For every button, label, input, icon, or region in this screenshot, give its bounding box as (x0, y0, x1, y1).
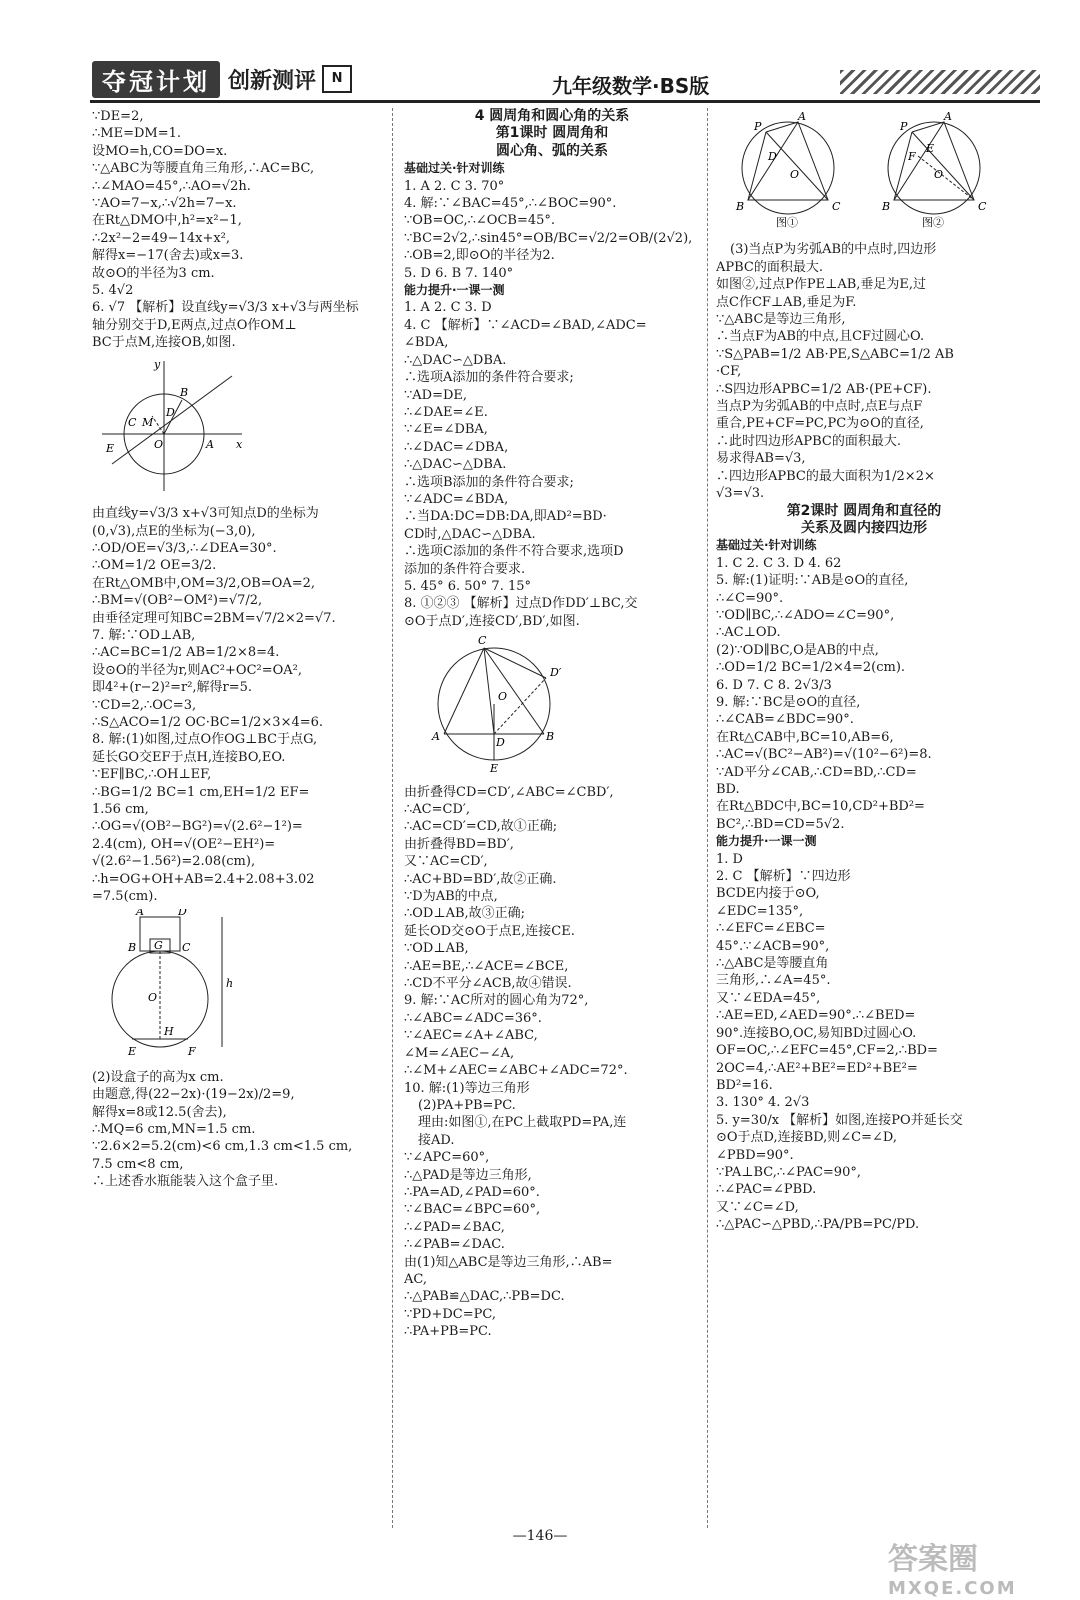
figure-label: B (180, 385, 189, 399)
text-line: 45°.∵∠ACB=90°, (716, 938, 830, 954)
text-line: 延长OD交⊙O于点E,连接CE. (404, 923, 575, 939)
text-line: ∴S四边形APBC=1/2 AB·(PE+CF). (716, 381, 932, 397)
section-heading: 第1课时 圆周角和 (495, 125, 609, 142)
figure-label: D (768, 150, 777, 163)
brand-subtitle: 创新测评 (228, 68, 317, 94)
text-line: ⊙O于点D′,连接CD′,BD′,如图. (404, 613, 580, 629)
text-line: 在Rt△BDC中,BC=10,CD²+BD²= (716, 799, 925, 815)
text-line: ∴AC=BC=1/2 AB=1/2×8=4. (92, 645, 280, 661)
answer-item: 5. y=30/x 【解析】如图,连接PO并延长交 (716, 1112, 963, 1128)
text-line: 重合,PE+CF=PC,PC为⊙O的直径, (716, 416, 924, 432)
text-line: 在Rt△DMO中,h²=x²−1, (92, 213, 242, 229)
text-line: ∵2.6×2=5.2(cm)<6 cm,1.3 cm<1.5 cm, (92, 1139, 353, 1155)
text-line: (3)当点P为劣弧AB的中点时,四边形 (730, 242, 937, 258)
text-line: ∴∠PAB=∠DAC. (404, 1237, 505, 1253)
answer-item: 1. C 2. C 3. D 4. 62 (716, 555, 842, 571)
text-line: 如图②,过点P作PE⊥AB,垂足为E,过 (716, 277, 927, 293)
text-line: ∴∠DAC=∠DBA, (404, 439, 509, 455)
text-line: OF=OC,∴∠EFC=45°,CF=2,∴BD= (716, 1043, 938, 1059)
figure-label: O (148, 991, 158, 1005)
text-line: APBC的面积最大. (716, 259, 824, 275)
text-line: =7.5(cm). (92, 889, 158, 905)
figure-f4 (716, 112, 1012, 237)
text-line: 设⊙O的半径为r,则AC²+OC²=OA², (92, 662, 303, 678)
text-line: ∴BM=√(OB²−OM²)=√7/2, (92, 593, 263, 609)
subsection-heading: 能力提升·一课一测 (716, 834, 817, 849)
text-line: ∴OD/OE=√3/3,∴∠DEA=30°. (92, 540, 277, 556)
section-heading: 圆心角、弧的关系 (496, 142, 608, 159)
text-line: ∵BC=2√2,∴sin45°=OB/BC=√2/2=OB/(2√2), (404, 230, 693, 246)
text-line: ∵EF∥BC,∴OH⊥EF, (92, 767, 212, 783)
figure-label: E (128, 1045, 137, 1059)
figure-label: D (166, 405, 175, 419)
header-rule (90, 100, 1040, 103)
text-line: 由折叠得CD=CD′,∠ABC=∠CBD′, (404, 784, 614, 800)
figure-label: C (832, 200, 841, 213)
text-line: BD. (716, 782, 740, 797)
text-line: ∴AE=ED,∠AED=90°.∴∠BED= (716, 1008, 916, 1024)
figure-label: O (498, 690, 508, 704)
text-line: (2)PA+PB=PC. (418, 1097, 516, 1113)
figure-label: O (790, 168, 800, 181)
subject-title: 九年级数学·BS版 (552, 74, 710, 98)
answer-item: 6. D 7. C 8. 2√3/3 (716, 677, 832, 693)
text-line: AC, (404, 1271, 428, 1287)
text-line: ∴上述香水瓶能装入这个盒子里. (92, 1174, 279, 1190)
header-hatch-decoration (840, 70, 1040, 94)
text-line: ∠BDA, (404, 335, 449, 351)
text-line: ⊙O于点D,连接BD,则∠C=∠D, (716, 1130, 898, 1146)
column-right (716, 108, 1012, 1234)
text-line: ∴OM=1/2 OE=3/2. (92, 558, 217, 574)
text-line: ∵OD∥BC,∴∠ADO=∠C=90°, (716, 607, 895, 623)
figure-1 (735, 112, 841, 229)
answer-item: 8. 解:(1)如图,过点O作OG⊥BC于点G, (92, 732, 318, 748)
figure-label: E (490, 762, 499, 775)
answer-item: 8. ①②③ 【解析】过点D作DD′⊥BC,交 (404, 596, 638, 612)
text-line: 理由:如图①,在PC上截取PD=PA,连 (418, 1115, 627, 1131)
figure-2 (881, 112, 987, 229)
text-line: ∴当点F为AB的中点,且CF过圆心O. (716, 329, 925, 345)
text-line: ∴AC=CD′, (404, 802, 470, 817)
answer-item: 5. 45° 6. 50° 7. 15° (404, 578, 531, 594)
figure-label: B (882, 200, 891, 213)
text-line: ∴△ABC是等腰直角 (716, 956, 829, 972)
text-line: ∴OD⊥AB,故③正确; (404, 906, 526, 922)
text-line: 即4²+(r−2)²=r²,解得r=5. (92, 680, 253, 696)
column-divider-2 (707, 108, 708, 1528)
text-line: ∵S△PAB=1/2 AB·PE,S△ABC=1/2 AB (716, 346, 954, 362)
text-line: 又∵∠C=∠D, (716, 1199, 799, 1215)
answer-item: 4. 解:∵∠BAC=45°,∴∠BOC=90°. (404, 196, 617, 212)
text-line: ∵△ABC是等边三角形, (716, 312, 846, 328)
answer-item: 5. 4√2 (92, 283, 134, 299)
text-line: ∴此时四边形APBC的面积最大. (716, 433, 902, 449)
text-line: ∵∠E=∠DBA, (404, 422, 488, 438)
text-line: ∵OD⊥AB, (404, 941, 469, 957)
watermark-logo (888, 1534, 1017, 1599)
text-line: 易求得AB=√3, (716, 451, 806, 467)
figure-f2 (92, 909, 378, 1064)
figure-label: D (178, 909, 187, 919)
figure-label: C (128, 415, 137, 429)
text-line: BC于点M,连接OB,如图. (92, 335, 236, 351)
figure-label: H (164, 1025, 174, 1039)
text-line: ∴h=OG+OH+AB=2.4+2.08+3.02 (92, 871, 315, 887)
text-line: ∴四边形APBC的最大面积为1/2×2× (716, 468, 935, 484)
answer-item: 9. 解:∵BC是⊙O的直径, (716, 694, 861, 710)
brand (92, 62, 352, 96)
answer-item: 5. 解:(1)证明:∵AB是⊙O的直径, (716, 573, 909, 589)
figure-label: E (106, 441, 115, 455)
text-line: ∵PA⊥BC,∴∠PAC=90°, (716, 1164, 861, 1180)
figure-label: A (798, 112, 806, 123)
figure-label: D′ (550, 666, 562, 680)
text-line: 点C作CF⊥AB,垂足为F. (716, 294, 857, 310)
page-header (0, 0, 1080, 108)
answer-item: 10. 解:(1)等边三角形 (404, 1080, 530, 1096)
answer-item: 3. 130° 4. 2√3 (716, 1095, 810, 1111)
figure-label: B (128, 941, 137, 955)
text-line: ∴CD不平分∠ACB,故④错误. (404, 976, 572, 992)
subsection-heading: 能力提升·一课一测 (404, 283, 505, 298)
text-line: BD²=16. (716, 1077, 773, 1093)
text-line: ∴AC+BD=BD′,故②正确. (404, 871, 557, 887)
answer-item: 5. D 6. B 7. 140° (404, 265, 514, 281)
figure-folded-circle (404, 634, 584, 774)
text-line: ∴△PAD是等边三角形, (404, 1167, 532, 1183)
text-line: 在Rt△CAB中,BC=10,AB=6, (716, 729, 894, 745)
figure-label: D (496, 736, 505, 750)
figure-coordinate-circle (92, 356, 252, 496)
text-line: 解得x=8或12.5(舍去), (92, 1104, 227, 1120)
text-line: 2OC=4,∴AE²+BE²=ED²+BE²= (716, 1060, 918, 1076)
text-line: ∴选项C添加的条件不符合要求,选项D (404, 544, 624, 560)
text-line: 2.4(cm), OH=√(OE²−EH²)= (92, 836, 276, 852)
column-middle (404, 108, 700, 1341)
text-line: 解得x=−17(舍去)或x=3. (92, 248, 244, 264)
text-line: (0,√3),点E的坐标为(−3,0), (92, 523, 256, 539)
text-line: 由(1)知△ABC是等边三角形,∴AB= (404, 1254, 613, 1270)
text-line: 由垂径定理可知BC=2BM=√7/2×2=√7. (92, 610, 336, 626)
figure-inscribed-triangles (716, 112, 1006, 232)
column-divider-1 (392, 108, 393, 1528)
text-line: ∵∠ADC=∠BDA, (404, 491, 509, 507)
answer-item: 2. C 【解析】∵四边形 (716, 869, 851, 885)
figure-label: B (546, 730, 555, 744)
text-line: ∵D为AB的中点, (404, 889, 498, 905)
text-line: 又∵∠EDA=45°, (716, 990, 821, 1006)
text-line: 又∵AC=CD′, (404, 854, 488, 870)
text-line: √(2.6²−1.56²)=2.08(cm), (92, 854, 256, 870)
figure-label: P (754, 120, 762, 133)
figure-label: O (934, 168, 944, 181)
text-line: ∵△ABC为等腰直角三角形,∴AC=BC, (92, 161, 315, 177)
text-line: ∴AC=√(BC²−AB²)=√(10²−6²)=8. (716, 747, 932, 763)
text-line: ∵AD=DE, (404, 387, 468, 403)
text-line: ∵DE=2, (92, 109, 144, 124)
section-heading: 关系及圆内接四边形 (801, 519, 927, 536)
text-line: ∴PA+PB=PC. (404, 1324, 492, 1340)
text-line: 由折叠得BD=BD′, (404, 836, 514, 852)
brand-mark-icon: N (322, 65, 352, 93)
figure-label: 图② (922, 216, 944, 229)
text-line: ∴OD=1/2 BC=1/2×4=2(cm). (716, 660, 906, 676)
text-line: ∴∠PAD=∠BAC, (404, 1219, 505, 1235)
text-line: √3=√3. (716, 486, 765, 502)
text-line: BC²,∴BD=CD=5√2. (716, 816, 845, 832)
text-line: ∴∠ABC=∠ADC=36°. (404, 1010, 542, 1026)
figure-label: P (900, 120, 908, 133)
text-line: (2)∵OD∥BC,O是AB的中点, (716, 642, 879, 658)
text-line: ∴△PAC∽△PBD,∴PA/PB=PC/PD. (716, 1217, 920, 1233)
brand-logo: 夺冠计划 (92, 61, 220, 98)
figure-label: 图① (776, 216, 798, 229)
text-line: ∴BG=1/2 BC=1 cm,EH=1/2 EF= (92, 784, 310, 800)
text-line: 在Rt△OMB中,OM=3/2,OB=OA=2, (92, 575, 316, 591)
figure-label: C (978, 200, 987, 213)
text-line: 由题意,得(22−2x)·(19−2x)/2=9, (92, 1087, 295, 1103)
figure-label: y (154, 357, 161, 371)
page-number: —146— (512, 1528, 568, 1544)
figure-label: C (478, 634, 487, 648)
figure-label: A (136, 909, 144, 919)
answer-item: 9. 解:∵AC所对的圆心角为72°, (404, 993, 589, 1009)
text-line: ∵AD平分∠CAB,∴CD=BD,∴CD= (716, 764, 917, 780)
text-line: 延长GO交EF于点H,连接BO,EO. (92, 749, 286, 765)
column-left (92, 108, 378, 1191)
text-line: ∴2x²−2=49−14x+x², (92, 230, 231, 246)
text-line: ∵OB=OC,∴∠OCB=45°. (404, 213, 556, 229)
text-line: ∴∠M+∠AEC=∠ABC+∠ADC=72°. (404, 1063, 628, 1079)
text-line: ∴AC⊥OD. (716, 625, 781, 641)
figure-f1 (92, 356, 378, 501)
figure-f3 (404, 634, 700, 779)
text-line: ∴△PAB≌△DAC,∴PB=DC. (404, 1289, 565, 1305)
watermark-line2: MXQE.COM (888, 1578, 1017, 1599)
text-line: ∠PBD=90°. (716, 1147, 794, 1163)
text-line: ∵∠BAC=∠BPC=60°, (404, 1202, 541, 1218)
text-line: ∴△DAC∽△DBA. (404, 457, 507, 473)
text-line: ∴AC=CD′=CD,故①正确; (404, 819, 558, 835)
text-line: ∴S△ACO=1/2 OC·BC=1/2×3×4=6. (92, 714, 324, 730)
text-line: ∵PD+DC=PC, (404, 1306, 496, 1322)
text-line: ∵AO=7−x,∴√2h=7−x. (92, 196, 237, 212)
text-line: ∴∠C=90°. (716, 590, 784, 606)
text-line: BCDE内接于⊙O, (716, 886, 820, 902)
text-line: ∴∠MAO=45°,∴AO=√2h. (92, 178, 251, 194)
text-line: ∵∠AEC=∠A+∠ABC, (404, 1028, 538, 1044)
figure-label: x (236, 437, 243, 451)
text-line: ∴△DAC∽△DBA. (404, 352, 507, 368)
figure-label: C (182, 941, 191, 955)
text-line: ∵∠APC=60°, (404, 1150, 490, 1166)
text-line: ·CF, (716, 364, 742, 380)
figure-bottle-box (92, 909, 292, 1059)
text-line: ∠EDC=135°, (716, 903, 804, 919)
figure-label: G (154, 939, 163, 953)
figure-label: E (926, 142, 935, 155)
text-line: 轴分别交于D,E两点,过点O作OM⊥ (92, 317, 297, 333)
text-line: ∴∠PAC=∠PBD. (716, 1182, 817, 1198)
answer-item: 1. D (716, 851, 743, 867)
text-line: ∴OG=√(OB²−BG²)=√(2.6²−1²)= (92, 819, 303, 835)
figure-label: M (142, 415, 154, 429)
text-line: ∴选项B添加的条件符合要求; (404, 474, 574, 490)
text-line: ∴PA=AD,∠PAD=60°. (404, 1184, 540, 1200)
text-line: 90°.连接BO,OC,易知BD过圆心O. (716, 1025, 917, 1041)
text-line: 三角形,∴∠A=45°. (716, 973, 831, 989)
figure-label: A (432, 730, 440, 744)
text-line: ∴当DA:DC=DB:DA,即AD²=BD· (404, 509, 607, 525)
text-line: ∴AE=BE,∴∠ACE=∠BCE, (404, 958, 569, 974)
text-line: 7.5 cm<8 cm, (92, 1156, 184, 1172)
text-line: 当点P为劣弧AB的中点时,点E与点F (716, 399, 923, 415)
figure-label: F (908, 150, 916, 163)
text-line: ∴ME=DM=1. (92, 126, 181, 142)
text-line: ∴∠EFC=∠EBC= (716, 921, 826, 937)
figure-label: B (736, 200, 745, 213)
answer-item: 4. C 【解析】∵∠ACD=∠BAD,∠ADC= (404, 317, 647, 333)
text-line: (2)设盒子的高为x cm. (92, 1069, 224, 1085)
text-line: ∴MQ=6 cm,MN=1.5 cm. (92, 1122, 256, 1138)
subsection-heading: 基础过关·针对训练 (404, 161, 505, 176)
text-line: 故⊙O的半径为3 cm. (92, 265, 215, 281)
text-line: ∴OB=2,即⊙O的半径为2. (404, 248, 555, 264)
text-line: 添加的条件符合要求. (404, 561, 526, 577)
text-line: 设MO=h,CO=DO=x. (92, 143, 228, 159)
section-heading: 4 圆周角和圆心角的关系 (474, 108, 630, 124)
text-line: 1.56 cm, (92, 802, 149, 817)
text-line: CD时,△DAC∽△DBA. (404, 526, 536, 542)
section-heading: 第2课时 圆周角和直径的 (786, 502, 942, 519)
text-line: 接AD. (418, 1132, 455, 1148)
text-line: ∠M=∠AEC−∠A, (404, 1045, 515, 1061)
text-line: 由直线y=√3/3 x+√3可知点D的坐标为 (92, 506, 319, 522)
answer-item: 1. A 2. C 3. D (404, 300, 492, 316)
answer-item: 6. √7 【解析】设直线y=√3/3 x+√3与两坐标 (92, 300, 359, 316)
figure-label: A (944, 112, 952, 123)
answer-item: 1. A 2. C 3. 70° (404, 178, 505, 194)
figure-label: O (154, 437, 164, 451)
watermark-line1: 答案圈 (888, 1542, 978, 1577)
figure-label: h (226, 977, 234, 991)
text-line: ∴∠CAB=∠BDC=90°. (716, 712, 854, 728)
subsection-heading: 基础过关·针对训练 (716, 538, 817, 553)
text-line: ∴∠DAE=∠E. (404, 404, 488, 420)
figure-label: F (188, 1045, 196, 1059)
text-line: ∵CD=2,∴OC=3, (92, 697, 197, 713)
answer-item: 7. 解:∵OD⊥AB, (92, 627, 196, 643)
text-line: ∴选项A添加的条件符合要求; (404, 370, 574, 386)
figure-label: A (206, 437, 214, 451)
